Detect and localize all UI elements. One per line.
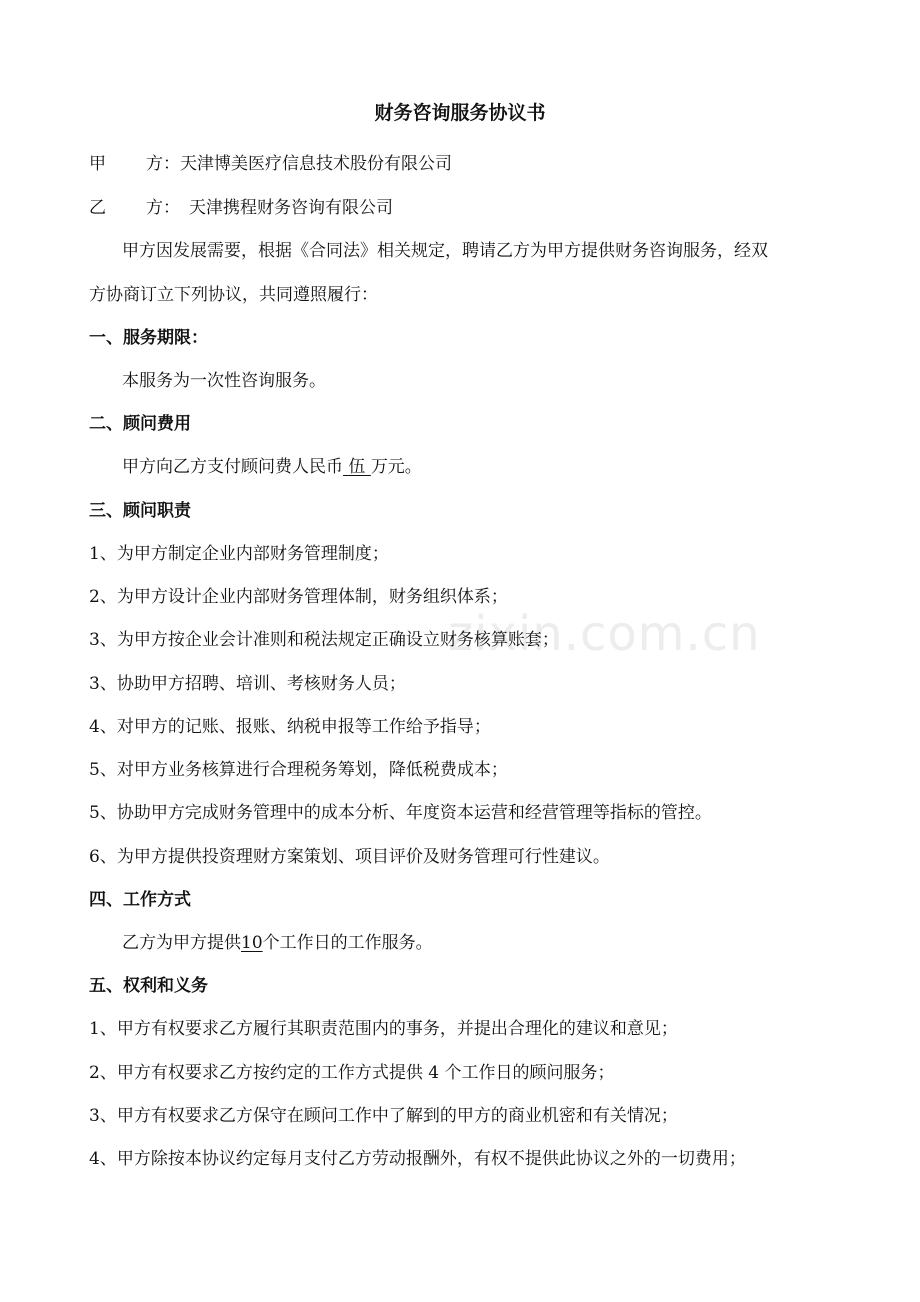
method-days: 10 <box>241 933 263 953</box>
section-term-heading: 一、服务期限： <box>89 328 208 348</box>
duty-item-4: 3、协助甲方招聘、培训、考核财务人员； <box>89 674 406 694</box>
intro-line-1: 甲方因发展需要，根据《合同法》相关规定，聘请乙方为甲方提供财务咨询服务，经双 <box>122 241 768 261</box>
method-text-after: 个工作日的工作服务。 <box>262 933 433 953</box>
duty-item-2: 2、为甲方设计企业内部财务管理体制，财务组织体系； <box>89 587 508 607</box>
section-rights-heading: 五、权利和义务 <box>89 976 208 996</box>
rights-item-4: 4、甲方除按本协议约定每月支付乙方劳动报酬外，有权不提供此协议之外的一切费用； <box>89 1149 746 1169</box>
party-b-name: 天津携程财务咨询有限公司 <box>189 198 393 218</box>
section-term-text: 本服务为一次性咨询服务。 <box>122 371 326 391</box>
duty-item-8: 6、为甲方提供投资理财方案策划、项目评价及财务管理可行性建议。 <box>89 847 610 867</box>
fee-text-before: 甲方向乙方支付顾问费人民币 <box>122 457 343 477</box>
rights-item-1: 1、甲方有权要求乙方履行其职责范围内的事务，并提出合理化的建议和意见； <box>89 1019 678 1039</box>
fee-amount: 伍 <box>348 457 366 477</box>
party-a-name: 天津博美医疗信息技术股份有限公司 <box>180 154 452 174</box>
watermark: zixin.com.cn <box>448 606 761 662</box>
section-method-text <box>122 932 433 954</box>
rights-item-2: 2、甲方有权要求乙方按约定的工作方式提供 4 个工作日的顾问服务； <box>89 1063 615 1083</box>
fee-text-after: 万元。 <box>370 457 422 477</box>
party-a-label-char2: 方： <box>146 154 180 174</box>
section-fee-text <box>122 456 422 478</box>
method-text-before: 乙方为甲方提供 <box>122 933 241 953</box>
section-method-heading: 四、工作方式 <box>89 890 191 910</box>
duty-item-1: 1、为甲方制定企业内部财务管理制度； <box>89 544 389 564</box>
document-title: 财务咨询服务协议书 <box>374 102 546 124</box>
duty-item-5: 4、对甲方的记账、报账、纳税申报等工作给予指导； <box>89 717 491 737</box>
duty-item-6: 5、对甲方业务核算进行合理税务筹划，降低税费成本； <box>89 760 508 780</box>
party-b-label-char1: 乙 <box>89 198 106 218</box>
section-duties-heading: 三、顾问职责 <box>89 501 191 521</box>
intro-line-2: 方协商订立下列协议，共同遵照履行： <box>89 285 378 305</box>
rights-item-3: 3、甲方有权要求乙方保守在顾问工作中了解到的甲方的商业机密和有关情况； <box>89 1106 678 1126</box>
duty-item-3: 3、为甲方按企业会计准则和税法规定正确设立财务核算账套； <box>89 630 559 650</box>
duty-item-7: 5、协助甲方完成财务管理中的成本分析、年度资本运营和经营管理等指标的管控。 <box>89 803 712 823</box>
section-fee-heading: 二、顾问费用 <box>89 414 191 434</box>
party-b-label-char2: 方： <box>146 198 180 218</box>
party-a-label-char1: 甲 <box>89 154 106 174</box>
